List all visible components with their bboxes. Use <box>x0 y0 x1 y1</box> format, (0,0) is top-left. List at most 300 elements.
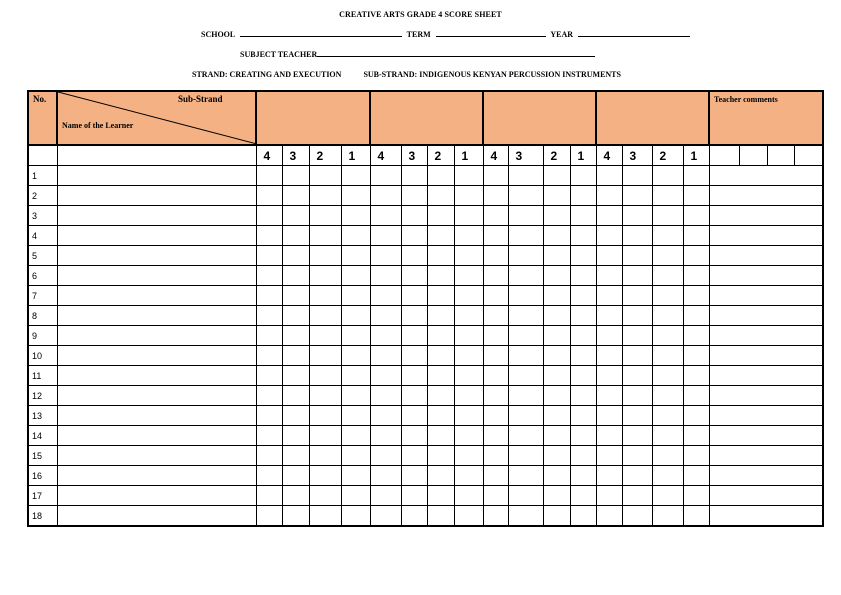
year-blank[interactable] <box>578 35 690 37</box>
score-cell[interactable] <box>427 486 454 506</box>
subject-teacher-blank[interactable] <box>317 55 595 57</box>
teacher-comment-cell[interactable] <box>709 266 823 286</box>
score-cell[interactable] <box>370 166 401 186</box>
score-cell[interactable] <box>508 166 543 186</box>
score-cell[interactable] <box>508 386 543 406</box>
score-cell[interactable] <box>483 426 508 446</box>
score-cell[interactable] <box>309 346 341 366</box>
score-cell[interactable] <box>370 286 401 306</box>
score-cell[interactable] <box>622 286 652 306</box>
score-cell[interactable] <box>256 386 282 406</box>
learner-name-cell[interactable] <box>57 346 256 366</box>
score-cell[interactable] <box>508 446 543 466</box>
score-cell[interactable] <box>341 486 370 506</box>
score-cell[interactable] <box>341 306 370 326</box>
score-cell[interactable] <box>570 466 596 486</box>
score-cell[interactable] <box>309 246 341 266</box>
score-cell[interactable] <box>543 226 570 246</box>
score-cell[interactable] <box>483 406 508 426</box>
score-cell[interactable] <box>622 346 652 366</box>
score-cell[interactable] <box>282 386 309 406</box>
score-cell[interactable] <box>652 166 683 186</box>
score-cell[interactable] <box>341 406 370 426</box>
score-cell[interactable] <box>622 506 652 527</box>
score-cell[interactable] <box>683 326 709 346</box>
score-cell[interactable] <box>309 306 341 326</box>
score-cell[interactable] <box>454 166 483 186</box>
score-cell[interactable] <box>256 346 282 366</box>
score-cell[interactable] <box>683 266 709 286</box>
score-cell[interactable] <box>570 386 596 406</box>
score-cell[interactable] <box>483 166 508 186</box>
teacher-comment-cell[interactable] <box>709 486 823 506</box>
score-cell[interactable] <box>622 406 652 426</box>
score-cell[interactable] <box>543 306 570 326</box>
score-cell[interactable] <box>256 486 282 506</box>
score-cell[interactable] <box>401 346 427 366</box>
teacher-comment-cell[interactable] <box>709 166 823 186</box>
score-cell[interactable] <box>370 446 401 466</box>
score-cell[interactable] <box>543 406 570 426</box>
score-cell[interactable] <box>401 466 427 486</box>
score-cell[interactable] <box>508 466 543 486</box>
learner-name-cell[interactable] <box>57 406 256 426</box>
score-cell[interactable] <box>370 326 401 346</box>
score-cell[interactable] <box>427 226 454 246</box>
teacher-comment-cell[interactable] <box>709 366 823 386</box>
score-cell[interactable] <box>570 186 596 206</box>
score-cell[interactable] <box>683 166 709 186</box>
score-cell[interactable] <box>596 426 622 446</box>
score-cell[interactable] <box>483 346 508 366</box>
score-cell[interactable] <box>508 406 543 426</box>
score-cell[interactable] <box>543 486 570 506</box>
score-cell[interactable] <box>309 486 341 506</box>
score-cell[interactable] <box>401 266 427 286</box>
score-cell[interactable] <box>483 506 508 527</box>
score-cell[interactable] <box>543 186 570 206</box>
score-cell[interactable] <box>341 466 370 486</box>
comment-subcell[interactable] <box>709 145 739 166</box>
score-cell[interactable] <box>508 486 543 506</box>
score-cell[interactable] <box>508 506 543 527</box>
score-cell[interactable] <box>341 246 370 266</box>
score-cell[interactable] <box>483 366 508 386</box>
score-cell[interactable] <box>401 446 427 466</box>
score-cell[interactable] <box>683 466 709 486</box>
score-cell[interactable] <box>543 426 570 446</box>
score-cell[interactable] <box>652 226 683 246</box>
score-cell[interactable] <box>256 246 282 266</box>
score-cell[interactable] <box>483 226 508 246</box>
score-cell[interactable] <box>483 326 508 346</box>
score-cell[interactable] <box>454 206 483 226</box>
score-cell[interactable] <box>370 426 401 446</box>
score-cell[interactable] <box>282 266 309 286</box>
score-cell[interactable] <box>341 186 370 206</box>
score-cell[interactable] <box>309 386 341 406</box>
score-cell[interactable] <box>454 426 483 446</box>
score-cell[interactable] <box>596 466 622 486</box>
score-cell[interactable] <box>401 166 427 186</box>
score-cell[interactable] <box>341 506 370 527</box>
score-cell[interactable] <box>622 366 652 386</box>
score-cell[interactable] <box>683 186 709 206</box>
score-cell[interactable] <box>596 206 622 226</box>
score-cell[interactable] <box>256 366 282 386</box>
teacher-comment-cell[interactable] <box>709 346 823 366</box>
score-cell[interactable] <box>282 226 309 246</box>
score-cell[interactable] <box>622 166 652 186</box>
score-cell[interactable] <box>454 466 483 486</box>
score-cell[interactable] <box>309 506 341 527</box>
score-cell[interactable] <box>341 286 370 306</box>
score-cell[interactable] <box>370 226 401 246</box>
score-cell[interactable] <box>483 306 508 326</box>
score-cell[interactable] <box>683 486 709 506</box>
score-cell[interactable] <box>596 406 622 426</box>
score-cell[interactable] <box>341 386 370 406</box>
learner-name-cell[interactable] <box>57 286 256 306</box>
score-cell[interactable] <box>309 186 341 206</box>
score-cell[interactable] <box>401 306 427 326</box>
score-cell[interactable] <box>543 326 570 346</box>
score-cell[interactable] <box>622 306 652 326</box>
score-cell[interactable] <box>401 426 427 446</box>
score-cell[interactable] <box>483 386 508 406</box>
teacher-comment-cell[interactable] <box>709 426 823 446</box>
score-cell[interactable] <box>401 486 427 506</box>
score-cell[interactable] <box>483 206 508 226</box>
score-cell[interactable] <box>282 186 309 206</box>
score-cell[interactable] <box>622 226 652 246</box>
teacher-comment-cell[interactable] <box>709 246 823 266</box>
score-cell[interactable] <box>401 366 427 386</box>
teacher-comment-cell[interactable] <box>709 186 823 206</box>
score-cell[interactable] <box>596 246 622 266</box>
score-cell[interactable] <box>570 406 596 426</box>
score-cell[interactable] <box>508 266 543 286</box>
score-cell[interactable] <box>256 426 282 446</box>
score-cell[interactable] <box>341 226 370 246</box>
score-cell[interactable] <box>508 346 543 366</box>
score-cell[interactable] <box>454 186 483 206</box>
score-cell[interactable] <box>427 326 454 346</box>
score-cell[interactable] <box>683 306 709 326</box>
score-cell[interactable] <box>570 306 596 326</box>
score-cell[interactable] <box>508 306 543 326</box>
score-cell[interactable] <box>256 266 282 286</box>
score-cell[interactable] <box>652 466 683 486</box>
score-cell[interactable] <box>370 366 401 386</box>
score-cell[interactable] <box>683 286 709 306</box>
score-cell[interactable] <box>341 326 370 346</box>
score-cell[interactable] <box>256 506 282 527</box>
score-cell[interactable] <box>454 366 483 386</box>
score-cell[interactable] <box>309 366 341 386</box>
score-cell[interactable] <box>401 386 427 406</box>
score-cell[interactable] <box>454 326 483 346</box>
score-cell[interactable] <box>401 506 427 527</box>
score-cell[interactable] <box>370 346 401 366</box>
score-cell[interactable] <box>256 466 282 486</box>
score-cell[interactable] <box>454 486 483 506</box>
score-cell[interactable] <box>570 506 596 527</box>
score-cell[interactable] <box>256 446 282 466</box>
score-cell[interactable] <box>652 286 683 306</box>
score-cell[interactable] <box>427 386 454 406</box>
learner-name-cell[interactable] <box>57 386 256 406</box>
score-cell[interactable] <box>309 266 341 286</box>
score-cell[interactable] <box>543 286 570 306</box>
score-cell[interactable] <box>309 466 341 486</box>
score-cell[interactable] <box>370 206 401 226</box>
comment-subcell[interactable] <box>739 145 767 166</box>
learner-name-cell[interactable] <box>57 186 256 206</box>
score-cell[interactable] <box>401 186 427 206</box>
score-cell[interactable] <box>508 286 543 306</box>
score-cell[interactable] <box>622 486 652 506</box>
score-cell[interactable] <box>683 446 709 466</box>
score-cell[interactable] <box>683 346 709 366</box>
learner-name-cell[interactable] <box>57 246 256 266</box>
score-cell[interactable] <box>508 326 543 346</box>
score-cell[interactable] <box>370 186 401 206</box>
score-cell[interactable] <box>282 486 309 506</box>
score-cell[interactable] <box>370 406 401 426</box>
score-cell[interactable] <box>256 186 282 206</box>
score-cell[interactable] <box>401 246 427 266</box>
score-cell[interactable] <box>282 286 309 306</box>
score-cell[interactable] <box>683 226 709 246</box>
learner-name-cell[interactable] <box>57 446 256 466</box>
score-cell[interactable] <box>622 246 652 266</box>
score-cell[interactable] <box>282 206 309 226</box>
score-cell[interactable] <box>652 346 683 366</box>
score-cell[interactable] <box>427 166 454 186</box>
score-cell[interactable] <box>401 226 427 246</box>
score-cell[interactable] <box>454 266 483 286</box>
learner-name-cell[interactable] <box>57 266 256 286</box>
score-cell[interactable] <box>652 406 683 426</box>
score-cell[interactable] <box>309 446 341 466</box>
score-cell[interactable] <box>622 426 652 446</box>
score-cell[interactable] <box>652 306 683 326</box>
teacher-comment-cell[interactable] <box>709 286 823 306</box>
score-cell[interactable] <box>427 266 454 286</box>
score-cell[interactable] <box>401 406 427 426</box>
score-cell[interactable] <box>622 266 652 286</box>
score-cell[interactable] <box>570 166 596 186</box>
score-cell[interactable] <box>622 446 652 466</box>
score-cell[interactable] <box>309 426 341 446</box>
score-cell[interactable] <box>256 206 282 226</box>
score-cell[interactable] <box>543 366 570 386</box>
score-cell[interactable] <box>427 186 454 206</box>
learner-name-cell[interactable] <box>57 306 256 326</box>
score-cell[interactable] <box>508 226 543 246</box>
score-cell[interactable] <box>282 246 309 266</box>
score-cell[interactable] <box>427 406 454 426</box>
score-cell[interactable] <box>508 186 543 206</box>
score-cell[interactable] <box>256 286 282 306</box>
score-cell[interactable] <box>427 306 454 326</box>
score-cell[interactable] <box>622 386 652 406</box>
score-cell[interactable] <box>256 166 282 186</box>
score-cell[interactable] <box>483 246 508 266</box>
score-cell[interactable] <box>282 446 309 466</box>
score-cell[interactable] <box>370 266 401 286</box>
score-cell[interactable] <box>309 166 341 186</box>
score-cell[interactable] <box>282 426 309 446</box>
score-cell[interactable] <box>543 266 570 286</box>
score-cell[interactable] <box>454 226 483 246</box>
teacher-comment-cell[interactable] <box>709 326 823 346</box>
score-cell[interactable] <box>483 286 508 306</box>
score-cell[interactable] <box>427 206 454 226</box>
score-cell[interactable] <box>683 426 709 446</box>
score-cell[interactable] <box>622 186 652 206</box>
score-cell[interactable] <box>596 286 622 306</box>
score-cell[interactable] <box>309 206 341 226</box>
score-cell[interactable] <box>370 386 401 406</box>
score-cell[interactable] <box>570 446 596 466</box>
score-cell[interactable] <box>543 446 570 466</box>
score-cell[interactable] <box>622 466 652 486</box>
score-cell[interactable] <box>454 446 483 466</box>
score-cell[interactable] <box>282 466 309 486</box>
learner-name-cell[interactable] <box>57 326 256 346</box>
score-cell[interactable] <box>309 406 341 426</box>
score-cell[interactable] <box>652 426 683 446</box>
score-cell[interactable] <box>427 286 454 306</box>
comment-subcell[interactable] <box>767 145 794 166</box>
score-cell[interactable] <box>427 506 454 527</box>
score-cell[interactable] <box>370 486 401 506</box>
score-cell[interactable] <box>596 266 622 286</box>
score-cell[interactable] <box>570 366 596 386</box>
teacher-comment-cell[interactable] <box>709 506 823 527</box>
score-cell[interactable] <box>652 486 683 506</box>
score-cell[interactable] <box>341 366 370 386</box>
score-cell[interactable] <box>282 346 309 366</box>
score-cell[interactable] <box>483 266 508 286</box>
score-cell[interactable] <box>596 186 622 206</box>
learner-name-cell[interactable] <box>57 426 256 446</box>
teacher-comment-cell[interactable] <box>709 206 823 226</box>
score-cell[interactable] <box>596 506 622 527</box>
learner-name-cell[interactable] <box>57 486 256 506</box>
score-cell[interactable] <box>454 306 483 326</box>
teacher-comment-cell[interactable] <box>709 446 823 466</box>
score-cell[interactable] <box>427 426 454 446</box>
score-cell[interactable] <box>543 386 570 406</box>
score-cell[interactable] <box>483 446 508 466</box>
score-cell[interactable] <box>427 446 454 466</box>
score-cell[interactable] <box>454 246 483 266</box>
score-cell[interactable] <box>309 326 341 346</box>
score-cell[interactable] <box>596 346 622 366</box>
score-cell[interactable] <box>543 346 570 366</box>
score-cell[interactable] <box>256 406 282 426</box>
score-cell[interactable] <box>543 206 570 226</box>
score-cell[interactable] <box>370 466 401 486</box>
comment-subcell[interactable] <box>794 145 823 166</box>
score-cell[interactable] <box>683 246 709 266</box>
score-cell[interactable] <box>341 166 370 186</box>
score-cell[interactable] <box>282 506 309 527</box>
score-cell[interactable] <box>508 366 543 386</box>
score-cell[interactable] <box>596 366 622 386</box>
score-cell[interactable] <box>570 266 596 286</box>
score-cell[interactable] <box>256 326 282 346</box>
score-cell[interactable] <box>454 386 483 406</box>
score-cell[interactable] <box>543 166 570 186</box>
score-cell[interactable] <box>508 206 543 226</box>
learner-name-cell[interactable] <box>57 206 256 226</box>
learner-name-cell[interactable] <box>57 466 256 486</box>
score-cell[interactable] <box>401 206 427 226</box>
score-cell[interactable] <box>341 446 370 466</box>
score-cell[interactable] <box>427 346 454 366</box>
score-cell[interactable] <box>652 246 683 266</box>
score-cell[interactable] <box>282 366 309 386</box>
score-cell[interactable] <box>508 246 543 266</box>
score-cell[interactable] <box>652 186 683 206</box>
score-cell[interactable] <box>570 426 596 446</box>
score-cell[interactable] <box>341 346 370 366</box>
score-cell[interactable] <box>652 266 683 286</box>
score-cell[interactable] <box>652 206 683 226</box>
score-cell[interactable] <box>683 406 709 426</box>
score-cell[interactable] <box>683 386 709 406</box>
score-cell[interactable] <box>652 326 683 346</box>
score-cell[interactable] <box>596 166 622 186</box>
score-cell[interactable] <box>282 166 309 186</box>
score-cell[interactable] <box>683 366 709 386</box>
score-cell[interactable] <box>401 286 427 306</box>
score-cell[interactable] <box>570 226 596 246</box>
score-cell[interactable] <box>309 286 341 306</box>
term-blank[interactable] <box>436 35 546 37</box>
score-cell[interactable] <box>543 506 570 527</box>
score-cell[interactable] <box>596 306 622 326</box>
score-cell[interactable] <box>483 466 508 486</box>
score-cell[interactable] <box>622 326 652 346</box>
score-cell[interactable] <box>282 406 309 426</box>
score-cell[interactable] <box>454 506 483 527</box>
score-cell[interactable] <box>652 446 683 466</box>
score-cell[interactable] <box>256 226 282 246</box>
score-cell[interactable] <box>596 326 622 346</box>
teacher-comment-cell[interactable] <box>709 226 823 246</box>
teacher-comment-cell[interactable] <box>709 466 823 486</box>
score-cell[interactable] <box>683 506 709 527</box>
score-cell[interactable] <box>570 286 596 306</box>
score-cell[interactable] <box>282 326 309 346</box>
score-cell[interactable] <box>652 386 683 406</box>
score-cell[interactable] <box>570 206 596 226</box>
score-cell[interactable] <box>596 226 622 246</box>
score-cell[interactable] <box>370 506 401 527</box>
score-cell[interactable] <box>282 306 309 326</box>
score-cell[interactable] <box>454 286 483 306</box>
score-cell[interactable] <box>427 466 454 486</box>
score-cell[interactable] <box>309 226 341 246</box>
teacher-comment-cell[interactable] <box>709 306 823 326</box>
score-cell[interactable] <box>483 186 508 206</box>
score-cell[interactable] <box>622 206 652 226</box>
